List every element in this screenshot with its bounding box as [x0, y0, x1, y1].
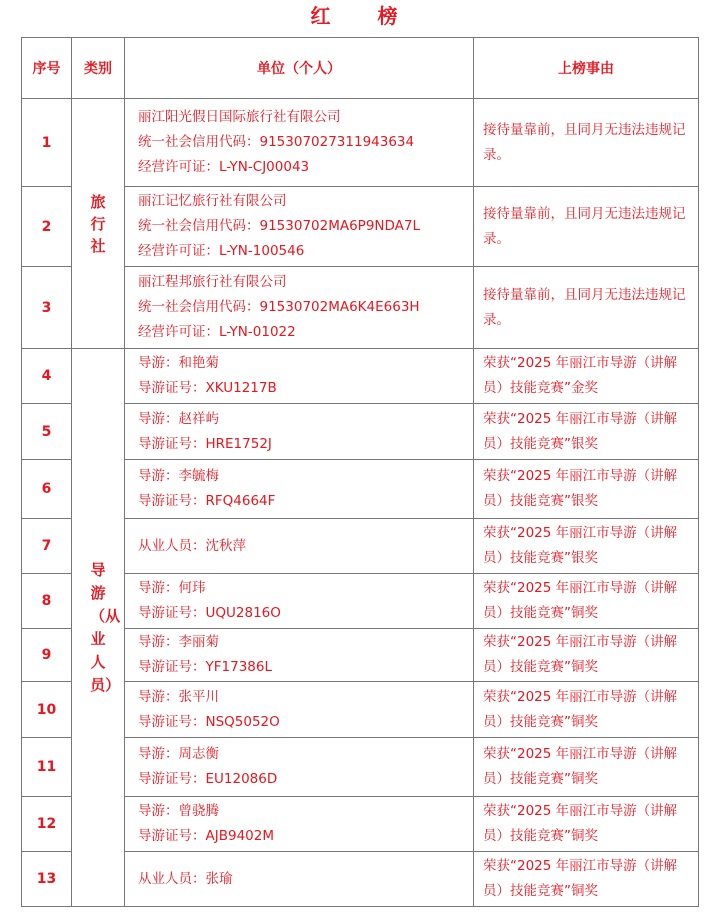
unit-detail: 统一社会信用代码：91530702MA6P9NDA7L — [138, 218, 421, 234]
unit-detail: 经营许可证：L-YN-100546 — [138, 243, 305, 259]
unit-detail: 导游证号：XKU1217B — [138, 380, 277, 396]
reason-cell: 接待量靠前，且同月无违法违规记录。 — [474, 267, 699, 349]
unit-cell — [125, 797, 474, 852]
unit-detail: 经营许可证：L-YN-01022 — [138, 324, 296, 340]
unit-detail: 导游证号：YF17386L — [138, 659, 272, 675]
unit-name: 从业人员：沈秋萍 — [138, 537, 246, 554]
unit-detail: 导游证号：RFQ4664F — [138, 493, 276, 509]
row-number: 1 — [22, 99, 72, 187]
category-label: 旅行社 — [90, 192, 106, 255]
table-row — [22, 349, 699, 404]
row-number: 11 — [22, 738, 72, 797]
row-number: 7 — [22, 519, 72, 574]
unit-name: 导游：何玮 — [138, 580, 206, 596]
unit-detail: 导游证号：NSQ5052O — [138, 713, 280, 730]
unit-detail: 统一社会信用代码：91530702MA6K4E663H — [138, 299, 420, 315]
row-number: 5 — [22, 404, 72, 460]
page-title: 红 榜 — [310, 4, 418, 28]
unit-cell — [125, 99, 474, 187]
header-unit: 单位（个人） — [125, 38, 474, 99]
unit-name: 导游：赵祥屿 — [138, 410, 219, 427]
unit-name: 从业人员：张瑜 — [138, 870, 233, 887]
row-number: 2 — [22, 187, 72, 267]
unit-cell — [125, 629, 474, 682]
header-index: 序号 — [22, 38, 72, 99]
unit-cell — [125, 460, 474, 519]
header-reason: 上榜事由 — [474, 38, 699, 99]
table-row — [22, 99, 699, 187]
row-number: 3 — [22, 267, 72, 349]
table-header-row — [22, 38, 699, 99]
unit-name: 丽江程邦旅行社有限公司 — [138, 274, 287, 290]
row-number: 9 — [22, 629, 72, 682]
unit-cell — [125, 682, 474, 738]
unit-cell — [125, 574, 474, 629]
row-number: 4 — [22, 349, 72, 404]
unit-detail: 导游证号：HRE1752J — [138, 435, 272, 452]
row-number: 13 — [22, 852, 72, 907]
unit-detail: 导游证号：AJB9402M — [138, 828, 274, 844]
unit-cell — [125, 738, 474, 797]
unit-name: 丽江阳光假日国际旅行社有限公司 — [138, 109, 341, 125]
category-label: 导游（从业人员） — [90, 560, 121, 694]
unit-cell — [125, 852, 474, 907]
reason-cell: 接待量靠前，且同月无违法违规记录。 — [474, 187, 699, 267]
row-number: 8 — [22, 574, 72, 629]
unit-name: 丽江记忆旅行社有限公司 — [138, 193, 287, 209]
category-guide — [72, 349, 125, 907]
reason-cell: 接待量靠前，且同月无违法违规记录。 — [474, 99, 699, 187]
row-number: 12 — [22, 797, 72, 852]
unit-cell — [125, 349, 474, 404]
row-number: 6 — [22, 460, 72, 519]
reason-cell: 荣获“2025 年丽江市导游（讲解员）技能竞赛”金奖 — [474, 349, 699, 404]
unit-cell — [125, 519, 474, 574]
unit-name: 导游：和艳菊 — [138, 355, 219, 371]
unit-detail: 经营许可证：L-YN-CJ00043 — [138, 159, 310, 175]
reason-cell: 荣获“2025 年丽江市导游（讲解员）技能竞赛”铜奖 — [474, 852, 699, 907]
unit-name: 导游：李丽菊 — [138, 634, 219, 650]
unit-cell — [125, 267, 474, 349]
unit-cell — [125, 187, 474, 267]
red-list-table — [21, 37, 699, 907]
category-agency — [72, 99, 125, 349]
reason-cell: 荣获“2025 年丽江市导游（讲解员）技能竞赛”铜奖 — [474, 797, 699, 852]
header-category: 类别 — [72, 38, 125, 99]
table-body — [22, 99, 699, 907]
reason-cell: 荣获“2025 年丽江市导游（讲解员）技能竞赛”铜奖 — [474, 574, 699, 629]
reason-cell: 荣获“2025 年丽江市导游（讲解员）技能竞赛”银奖 — [474, 519, 699, 574]
row-number: 10 — [22, 682, 72, 738]
unit-name: 导游：周志衡 — [138, 746, 219, 762]
unit-detail: 统一社会信用代码：91530702731194363​4 — [138, 134, 415, 150]
reason-cell: 荣获“2025 年丽江市导游（讲解员）技能竞赛”铜奖 — [474, 682, 699, 738]
reason-cell: 荣获“2025 年丽江市导游（讲解员）技能竞赛”银奖 — [474, 460, 699, 519]
unit-detail: 导游证号：EU12086D — [138, 771, 278, 787]
unit-name: 导游：曾骁腾 — [138, 803, 219, 819]
unit-name: 导游：张平川 — [138, 688, 219, 705]
reason-cell: 荣获“2025 年丽江市导游（讲解员）技能竞赛”铜奖 — [474, 629, 699, 682]
unit-cell — [125, 404, 474, 460]
unit-detail: 导游证号：UQU2816O — [138, 605, 281, 621]
reason-cell: 荣获“2025 年丽江市导游（讲解员）技能竞赛”铜奖 — [474, 738, 699, 797]
reason-cell: 荣获“2025 年丽江市导游（讲解员）技能竞赛”银奖 — [474, 404, 699, 460]
unit-name: 导游：李毓梅 — [138, 468, 219, 484]
